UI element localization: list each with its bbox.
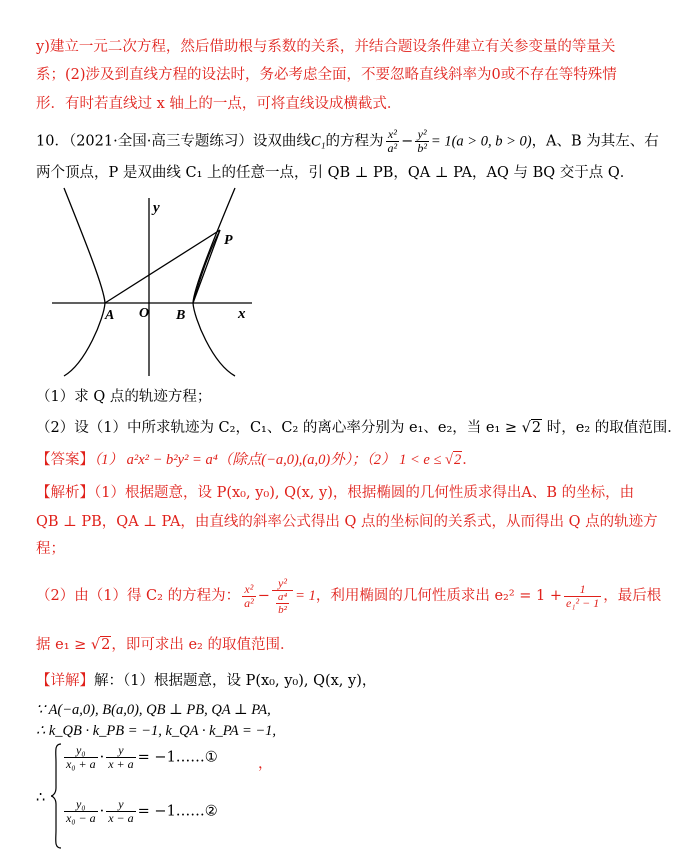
- problem-number: 10．: [36, 133, 69, 150]
- detail-label: 【详解】: [36, 673, 94, 689]
- problem-text-b: 的方程为: [325, 133, 384, 150]
- c2-frac-y: $\frac{\text{y²}}{\frac{\text{a⁴}}{\text{b²}}}$: [272, 577, 293, 616]
- label-x: x: [238, 306, 246, 322]
- problem-text-c: ，A、B 为其左、右: [531, 133, 659, 150]
- problem-line-2: 两个顶点，P 是双曲线 C₁ 上的任意一点，引 QB ⊥ PB，QA ⊥ PA，AQ 与 BQ 交于点 Q．: [36, 165, 635, 181]
- sqrt-sign: √2: [521, 420, 542, 436]
- analysis-line-2: QB ⊥ PB，QA ⊥ PA，由直线的斜率公式得出 Q 点的坐标间的关系式，从而得出 Q 点的轨迹方: [36, 514, 658, 530]
- left-brace: [50, 742, 62, 850]
- problem-text-a: 设双曲线: [252, 133, 311, 150]
- question-1: （1）求 Q 点的轨迹方程；: [36, 389, 212, 405]
- equation-2: $\frac{\text{y₀}}{\text{x₀ − a}}$ · $\frac{y}{x - a}$ = −1……②: [66, 797, 218, 825]
- answer-line: 【答案】（1） a²x² − b²y² = a⁴（除点(−a,0),(a,0)外）；（2） 1 < e ≤ √2．: [36, 449, 612, 471]
- label-y: y: [153, 200, 160, 216]
- analysis-line-1: 【解析】（1）根据题意，设 P(x₀, y₀), Q(x, y)，根据椭圆的几何性质求得出A、B 的坐标，由: [36, 485, 635, 501]
- answer-sqrt: √2: [445, 452, 462, 468]
- equation-system: [36, 738, 336, 858]
- curve-name: C₁: [310, 133, 326, 150]
- analysis-line-3: 程；: [36, 541, 65, 557]
- answer-part1: （1） a²x² − b²y² = a⁴（除点(−a,0),(a,0)外）；（2） 1 < e ≤: [94, 452, 446, 468]
- detail-line-3: ∴ k_QB · k_PB = −1, k_QA · k_PA = −1,: [36, 723, 277, 739]
- answer-label: 【答案】: [36, 452, 94, 468]
- problem-source: （2021·全国·高三专题练习）: [68, 133, 253, 150]
- trailing-comma: ，: [258, 756, 273, 772]
- left-branch: [64, 188, 105, 376]
- hyperbola-figure: [52, 188, 262, 376]
- hyperbola-eq-tail: = 1(a > 0, b > 0): [430, 133, 532, 150]
- label-O: O: [139, 306, 150, 321]
- e-frac: $\frac{1}{\text{e₁² − 1}}$: [566, 581, 600, 610]
- detail-line-2: ∵ A(−a,0), B(a,0), QB ⊥ PB, QA ⊥ PA,: [36, 702, 271, 718]
- detail-line-1: 【详解】解：（1）根据题意，设 P(x₀, y₀), Q(x, y)，: [36, 673, 377, 689]
- question-2: （2）设（1）中所求轨迹为 C₂，C₁、C₂ 的离心率分别为 e₁、e₂，当 e₁ ≥ √2 时，e₂ 的取值范围．: [36, 417, 612, 439]
- analysis-part2: （2）由（1）得 C₂ 的方程为： $\frac{\text{x²}}{\text{a²}}$ − $\frac{\text{y²}}{\frac{\text{a⁴}}{\text{b²}}}$ = 1，利用椭圆的几何性质求出 e₂² = 1 + $\frac{1}{\text{e₁² − 1}}$ ，最后根: [36, 575, 662, 616]
- segment-BP: [193, 230, 220, 303]
- c2-frac-x: $\frac{\text{x²}}{\text{a²}}$: [244, 581, 254, 610]
- segment-AP: [105, 230, 220, 303]
- analysis-label: 【解析】: [36, 485, 94, 501]
- analysis-sqrt: √2: [90, 637, 111, 653]
- analysis-part2-end: 据 e₁ ≥ √2，即可求出 e₂ 的取值范围．: [36, 634, 612, 656]
- hyperbola-frac-x: $\frac{\text{x²}}{\text{a²}}$: [387, 127, 398, 155]
- label-A: A: [105, 308, 115, 323]
- equation-1: $\frac{\text{y₀}}{\text{x₀ + a}}$ · $\frac{y}{x + a}$ = −1……①: [66, 743, 218, 771]
- problem-line-1: 10．（2021·全国·高三专题练习）设双曲线C₁的方程为 $\frac{\text{x²}}{\text{a²}}$ − $\frac{\text{y²}}{\text{b²}}$ = 1(a > 0, b > 0)，A、B 为其左、右: [36, 127, 659, 155]
- therefore-sign: ∴: [36, 790, 46, 806]
- label-B: B: [176, 308, 186, 323]
- intro-line-3: 形．有时若直线过 x 轴上的一点，可将直线设成横截式．: [36, 96, 402, 112]
- intro-line-1: y)建立一元二次方程，然后借助根与系数的关系，并结合题设条件建立有关参变量的等量关: [36, 39, 616, 55]
- intro-line-2: 系；(2)涉及到直线方程的设法时，务必考虑全面，不要忽略直线斜率为0或不存在等特殊情: [36, 67, 617, 83]
- hyperbola-frac-y: $\frac{\text{y²}}{\text{b²}}$: [417, 127, 427, 155]
- label-P: P: [224, 233, 233, 248]
